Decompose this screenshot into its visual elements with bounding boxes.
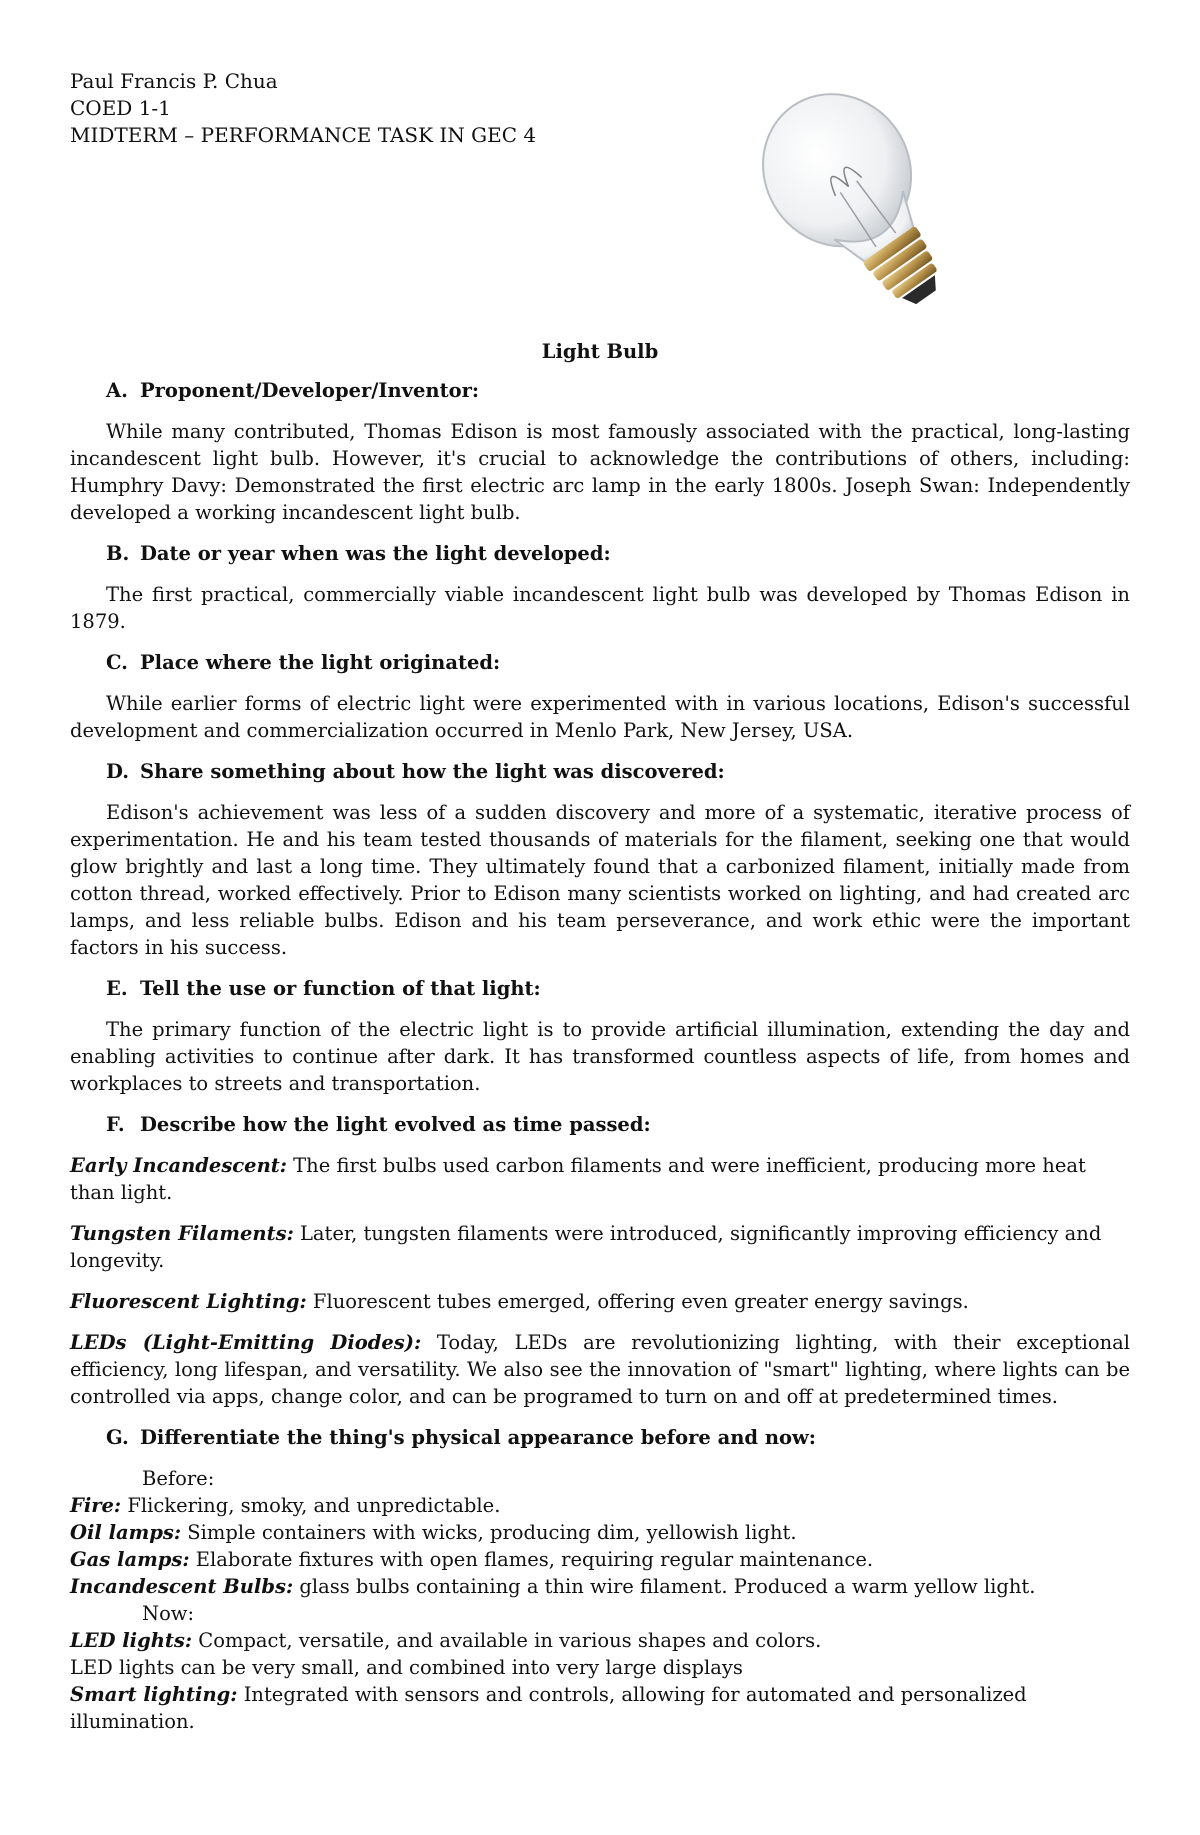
section-letter: G. <box>106 1426 129 1449</box>
now-label: Now: <box>142 1602 195 1625</box>
section-heading-text: Differentiate the thing's physical appearance before and now: <box>140 1426 817 1449</box>
section-b-heading <box>70 540 1130 567</box>
before-text: Simple containers with wicks, producing dim, yellowish light. <box>187 1521 797 1544</box>
before-term: Gas lamps: <box>70 1548 190 1571</box>
section-letter: F. <box>106 1113 125 1136</box>
section-letter: B. <box>106 542 130 565</box>
section-a-text: While many contributed, Thomas Edison is most famously associated with the practical, long-lasting incandescent light bulb. However, it's crucial to acknowledge the contributions of others, including: Humphry Davy: Demonstrated the first electric arc lamp in the early 1800s. Joseph Swan: Independently developed a working incandescent light bulb. <box>70 420 1130 524</box>
evolution-item <box>70 1329 1130 1410</box>
class-section: COED 1-1 <box>70 96 171 120</box>
section-e-heading <box>70 975 1130 1002</box>
now-term: LED lights: <box>70 1629 193 1652</box>
now-term: Smart lighting: <box>70 1683 238 1706</box>
evolution-item <box>70 1152 1130 1206</box>
section-heading-text: Place where the light originated: <box>140 651 501 674</box>
evolution-term: Tungsten Filaments: <box>70 1222 294 1245</box>
before-text: Flickering, smoky, and unpredictable. <box>127 1494 501 1517</box>
section-heading-text: Date or year when was the light developed: <box>140 542 611 565</box>
author-name: Paul Francis P. Chua <box>70 69 278 93</box>
before-item <box>70 1492 1130 1519</box>
document-body <box>70 338 1130 1735</box>
evolution-text: Later, tungsten filaments were introduced, significantly improving efficiency and longevity. <box>70 1222 1102 1272</box>
evolution-text: Today, LEDs are revolutionizing lighting, with their exceptional efficiency, long lifespan, and versatility. We also see the innovation of "smart" lighting, where lights can be controlled via apps, change color, and can be programed to turn on and off at predetermined times. <box>70 1331 1130 1408</box>
section-c-heading <box>70 649 1130 676</box>
section-heading-text: Tell the use or function of that light: <box>140 977 541 1000</box>
section-heading-text: Proponent/Developer/Inventor: <box>140 379 480 402</box>
now-item <box>70 1681 1130 1735</box>
before-item <box>70 1573 1130 1600</box>
before-label: Before: <box>142 1467 215 1490</box>
section-c-text: While earlier forms of electric light were experimented with in various locations, Edison's successful development and commercialization occurred in Menlo Park, New Jersey, USA. <box>70 692 1130 742</box>
evolution-term: LEDs (Light-Emitting Diodes): <box>70 1331 422 1354</box>
evolution-term: Early Incandescent: <box>70 1154 287 1177</box>
author-header <box>70 68 536 149</box>
before-text: Elaborate fixtures with open flames, requiring regular maintenance. <box>195 1548 874 1571</box>
section-letter: C. <box>106 651 128 674</box>
evolution-text: The first bulbs used carbon filaments and were inefficient, producing more heat than light. <box>70 1154 1086 1204</box>
before-item <box>70 1546 1130 1573</box>
now-item <box>70 1654 1130 1681</box>
before-text: glass bulbs containing a thin wire filament. Produced a warm yellow light. <box>299 1575 1036 1598</box>
evolution-item <box>70 1288 1130 1315</box>
section-letter: E. <box>106 977 128 1000</box>
evolution-text: Fluorescent tubes emerged, offering even greater energy savings. <box>312 1290 969 1313</box>
section-g-heading <box>70 1424 1130 1451</box>
before-term: Oil lamps: <box>70 1521 182 1544</box>
evolution-term: Fluorescent Lighting: <box>70 1290 307 1313</box>
section-heading-text: Describe how the light evolved as time passed: <box>140 1113 651 1136</box>
section-d-heading <box>70 758 1130 785</box>
section-d-text: Edison's achievement was less of a sudden discovery and more of a systematic, iterative process of experimentation. He and his team tested thousands of materials for the filament, seeking one that would glow brightly and last a long time. They ultimately found that a carbonized filament, initially made from cotton thread, worked effectively. Prior to Edison many scientists worked on lighting, and had created arc lamps, and less reliable bulbs. Edison and his team perseverance, and work ethic were the important factors in his success. <box>70 801 1130 959</box>
section-f-heading <box>70 1111 1130 1138</box>
section-b-text: The first practical, commercially viable incandescent light bulb was developed by Thomas Edison in 1879. <box>70 583 1130 633</box>
light-bulb-icon <box>740 78 980 328</box>
section-letter: D. <box>106 760 130 783</box>
before-term: Fire: <box>70 1494 122 1517</box>
now-text: Compact, versatile, and available in various shapes and colors. <box>198 1629 822 1652</box>
document-title: Light Bulb <box>541 340 659 363</box>
before-term: Incandescent Bulbs: <box>70 1575 294 1598</box>
section-letter: A. <box>106 379 128 402</box>
task-title: MIDTERM – PERFORMANCE TASK IN GEC 4 <box>70 123 537 147</box>
section-heading-text: Share something about how the light was discovered: <box>140 760 725 783</box>
now-text: LED lights can be very small, and combined into very large displays <box>70 1656 743 1679</box>
before-item <box>70 1519 1130 1546</box>
section-a-heading <box>70 377 1130 404</box>
evolution-item <box>70 1220 1130 1274</box>
now-item <box>70 1627 1130 1654</box>
now-text: Integrated with sensors and controls, allowing for automated and personalized illumination. <box>70 1683 1027 1733</box>
section-e-text: The primary function of the electric light is to provide artificial illumination, extending the day and enabling activities to continue after dark. It has transformed countless aspects of life, from homes and workplaces to streets and transportation. <box>70 1018 1130 1095</box>
